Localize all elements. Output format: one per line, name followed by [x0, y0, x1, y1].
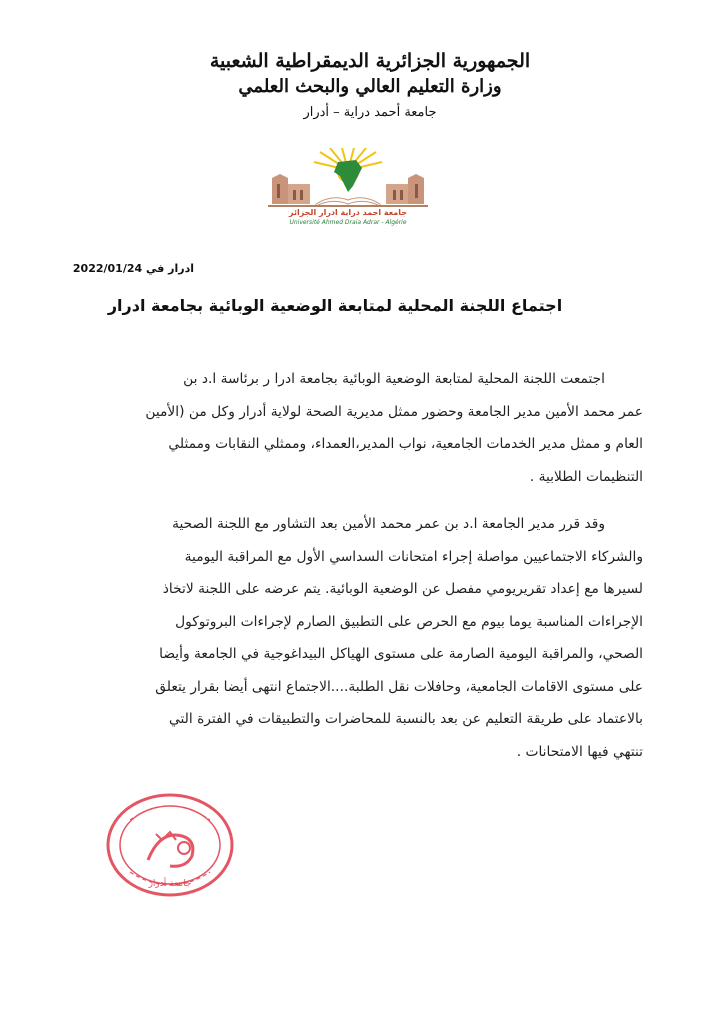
logo-french-caption: Université Ahmed Draia Adrar - Algérie	[289, 219, 407, 226]
paragraph-line: تنتهي فيها الامتحانات .	[516, 743, 643, 760]
paragraph-line: وقد قرر مدير الجامعة ا.د بن عمر محمد الأمين بعد التشاور مع اللجنة الصحية	[172, 516, 605, 532]
stamp-seal-icon	[100, 790, 240, 900]
stamp-text: جامعة أدرار	[148, 879, 192, 889]
paragraph-line: لسيرها مع إعداد تقريريومي مفصل عن الوضعية الوبائية. يتم عرضه على اللجنة لاتخاذ	[162, 581, 643, 597]
republic-name: الجمهورية الجزائرية الديمقراطية الشعبية	[209, 50, 531, 72]
paragraph-2	[83, 508, 643, 768]
logo-emblem-icon	[258, 148, 438, 210]
paragraph-line: اجتمعت اللجنة المحلية لمتابعة الوضعية الوبائية بجامعة ادرا ر برئاسة ا.د بن	[183, 371, 605, 387]
paragraph-line: العام و ممثل مدير الخدمات الجامعية، نواب المدير،العمداء، وممثلي النقابات وممثلي	[168, 436, 643, 452]
paragraph-line: الإجراءات المناسبة يوما بيوم مع الحرص على التطبيق الصارم لإجراءات البروتوكول	[175, 613, 643, 630]
paragraph-1	[83, 363, 643, 493]
paragraph-line: والشركاء الاجتماعيين مواصلة إجراء امتحانات السداسي الأول مع المراقبة اليومية	[184, 548, 643, 565]
official-stamp	[100, 790, 240, 900]
university-name: جامعة أحمد دراية – أدرار	[303, 105, 437, 120]
letterhead	[180, 48, 560, 124]
paragraph-line: على مستوى الاقامات الجامعية، وحافلات نقل الطلبة....الاجتماع انتهى أيضا بقرار يتعلق	[155, 678, 643, 695]
paragraph-line: التنظيمات الطلابية .	[529, 468, 643, 485]
paragraph-line: بالاعتماد على طريقة التعليم عن بعد بالنسبة للمحاضرات والتطبيقات في الفترة التي	[168, 711, 643, 727]
university-logo	[258, 148, 438, 228]
document-title: اجتماع اللجنة المحلية لمتابعة الوضعية الوبائية بجامعة ادرار	[107, 296, 563, 315]
ministry-name: وزارة التعليم العالي والبحث العلمي	[238, 76, 502, 97]
document-date: ادرار في 2022/01/24	[72, 262, 194, 275]
paragraph-line: الصحي، والمراقبة اليومية الصارمة على مستوى الهياكل البيداغوجية في الجامعة وأيضا	[159, 646, 643, 662]
paragraph-line: عمر محمد الأمين مدير الجامعة وحضور ممثل مديرية الصحة لولاية أدرار وكل من (الأمين	[145, 403, 643, 420]
logo-arabic-caption: جامعة احمد دراية ادرار الجزائر	[288, 208, 408, 217]
